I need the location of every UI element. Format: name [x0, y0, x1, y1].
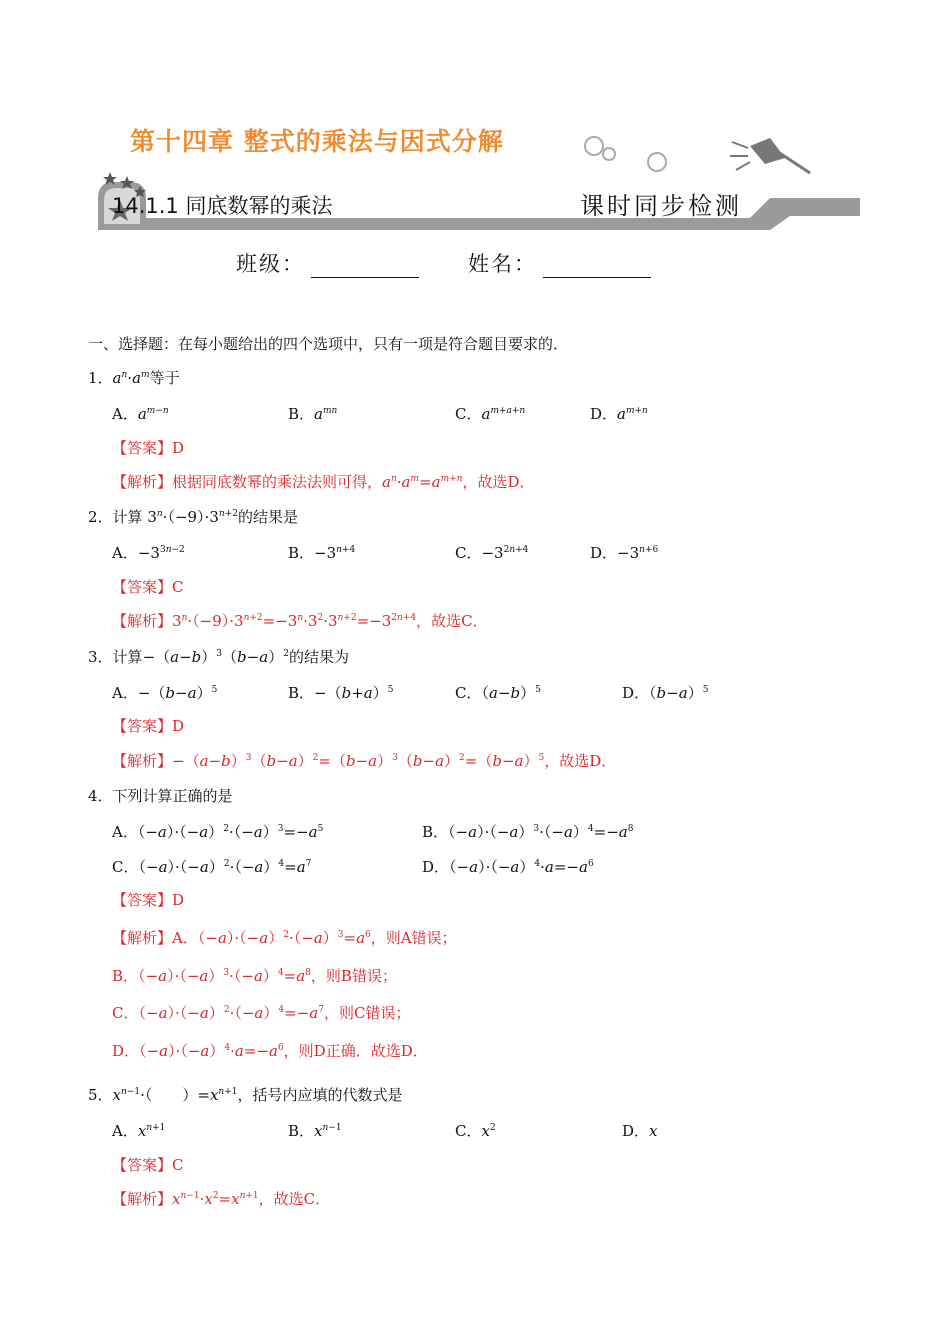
q4-answer: 【答案】D — [112, 891, 185, 909]
q4-analysis-d: D．$(-a)\cdot(-a)^4\cdot a=-a^6$，则D正确．故选D． — [112, 1042, 428, 1060]
q5-analysis: 【解析】$x^{n-1}\cdot x^2=x^{n+1}$，故选C． — [112, 1190, 331, 1208]
q1-option-c[interactable]: C．$a^{m+a+n}$ — [455, 405, 526, 423]
q4-analysis-a: 【解析】A．$(-a)\cdot(-a)^2\cdot(-a)^3=a^6$，则A错误； — [112, 929, 457, 947]
q2-answer: 【答案】C — [112, 578, 184, 596]
q4-option-a[interactable]: A．$(-a)\cdot(-a)^2\cdot(-a)^3=-a^5$ — [112, 823, 324, 841]
bubble-icon — [585, 137, 603, 155]
question-3: 3．计算$-(a-b)^3(b-a)^2$的结果为 — [88, 648, 349, 666]
q3-analysis: 【解析】$-(a-b)^3(b-a)^2=(b-a)^3(b-a)^2=(b-a)^5$，故选D． — [112, 752, 617, 770]
q4-option-d[interactable]: D．$(-a)\cdot(-a)^4\cdot a=-a^6$ — [422, 858, 594, 876]
lamp-decoration — [580, 128, 820, 188]
section-intro: 一、选择题：在每小题给出的四个选项中，只有一项是符合题目要求的． — [88, 335, 569, 353]
q1-answer: 【答案】D — [112, 439, 185, 457]
bubble-icon — [648, 153, 666, 171]
q3-option-a[interactable]: A．$-(b-a)^5$ — [112, 684, 218, 702]
q3-option-c[interactable]: C．$(a-b)^5$ — [455, 684, 541, 702]
q4-analysis-c: C．$(-a)\cdot(-a)^2\cdot(-a)^4=-a^7$，则C错误； — [112, 1004, 411, 1022]
class-blank[interactable] — [311, 257, 419, 278]
q5-option-c[interactable]: C．$x^2$ — [455, 1122, 496, 1140]
question-1: 1．$a^n\cdot a^m$等于 — [88, 369, 180, 387]
q4-option-c[interactable]: C．$(-a)\cdot(-a)^2\cdot(-a)^4=a^7$ — [112, 858, 312, 876]
q3-option-b[interactable]: B．$-(b+a)^5$ — [288, 684, 394, 702]
class-field — [236, 248, 419, 278]
chapter-title: 第十四章 整式的乘法与因式分解 — [130, 127, 504, 156]
name-field — [468, 248, 651, 278]
question-5: 5．$x^{n-1}\cdot$（ ）$=x^{n+1}$，括号内应填的代数式是 — [88, 1086, 403, 1104]
q3-option-d[interactable]: D．$(b-a)^5$ — [622, 684, 709, 702]
q5-option-a[interactable]: A．$x^{n+1}$ — [112, 1122, 166, 1140]
question-2: 2．计算 $3^n\cdot(-9)\cdot 3^{n+2}$的结果是 — [88, 508, 298, 526]
sync-label: 课时同步检测 — [580, 192, 742, 220]
q5-option-d[interactable]: D．x — [622, 1122, 658, 1140]
name-blank[interactable] — [543, 257, 651, 278]
name-label: 姓名： — [468, 252, 537, 276]
q5-answer: 【答案】C — [112, 1156, 184, 1174]
question-4: 4．下列计算正确的是 — [88, 787, 233, 805]
q3-answer: 【答案】D — [112, 717, 185, 735]
q5-option-b[interactable]: B．$x^{n-1}$ — [288, 1122, 342, 1140]
q1-analysis: 【解析】根据同底数幂的乘法法则可得，$a^n\cdot a^m=a^{m+n}$，故选D． — [112, 473, 535, 491]
q2-analysis: 【解析】$3^n\cdot(-9)\cdot 3^{n+2}=-3^n\cdot 3^2\cdot 3^{n+2}=-3^{2n+4}$，故选C． — [112, 612, 488, 630]
section-title: 14.1.1 同底数幂的乘法 — [112, 194, 333, 218]
q2-option-b[interactable]: B．$-3^{n+4}$ — [288, 544, 356, 562]
q2-option-c[interactable]: C．$-3^{2n+4}$ — [455, 544, 529, 562]
bubble-icon — [603, 148, 615, 160]
q4-option-b[interactable]: B．$(-a)\cdot(-a)^3\cdot(-a)^4=-a^8$ — [422, 823, 634, 841]
q1-option-a[interactable]: A．$a^{m-n}$ — [112, 405, 169, 423]
lamp-icon — [750, 138, 785, 164]
class-label: 班级： — [236, 252, 305, 276]
q2-option-a[interactable]: A．$-3^{3n-2}$ — [112, 544, 185, 562]
q4-analysis-b: B．$(-a)\cdot(-a)^3\cdot(-a)^4=a^8$，则B错误； — [112, 967, 397, 985]
q2-option-d[interactable]: D．$-3^{n+6}$ — [590, 544, 659, 562]
q1-option-d[interactable]: D．$a^{m+n}$ — [590, 405, 648, 423]
q1-option-b[interactable]: B．$a^{mn}$ — [288, 405, 338, 423]
